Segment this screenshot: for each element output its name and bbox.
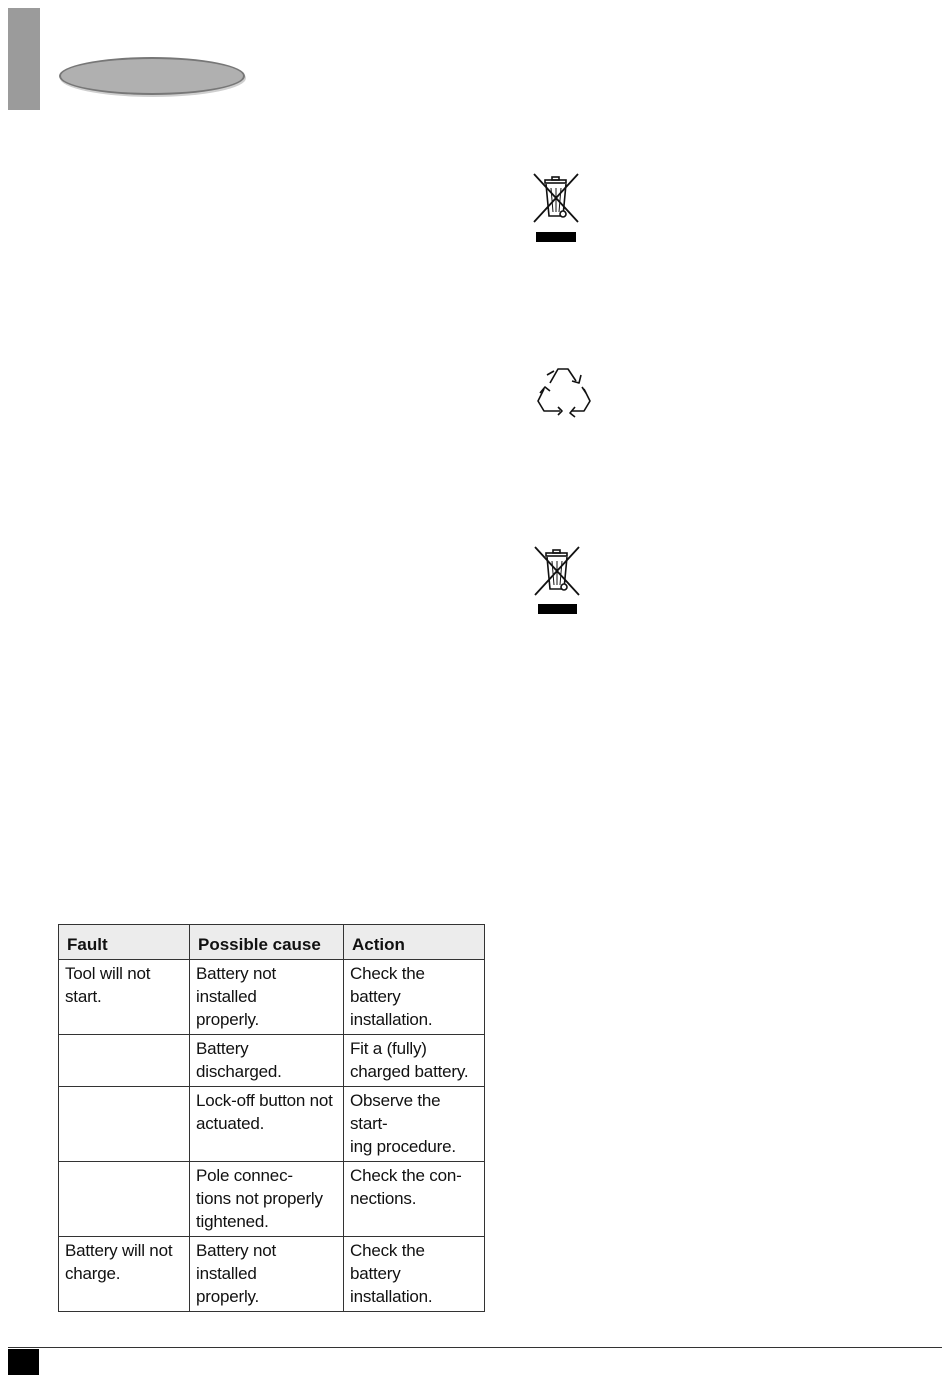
troubleshooting-table (58, 924, 485, 1312)
action-cell: Fit a (fully) charged battery. (344, 1035, 485, 1087)
cause-column-header: Possible cause (190, 925, 344, 960)
action-column-header: Action (344, 925, 485, 960)
action-cell: Observe the start- ing procedure. (344, 1087, 485, 1162)
cause-cell: Battery discharged. (190, 1035, 344, 1087)
fault-column-header: Fault (59, 925, 190, 960)
action-cell: Check the battery installation. (344, 1237, 485, 1312)
crossed-out-wheelie-bin-icon (531, 172, 581, 244)
action-cell: Check the con- nections. (344, 1162, 485, 1237)
action-cell: Check the battery installation. (344, 960, 485, 1035)
table-row (59, 1035, 485, 1087)
cause-cell: Lock-off button not actuated. (190, 1087, 344, 1162)
fault-cell (59, 1087, 190, 1162)
table-header-row (59, 925, 485, 960)
crossed-out-wheelie-bin-icon (532, 545, 582, 617)
page-number-box (8, 1349, 39, 1375)
language-side-tab (8, 8, 40, 110)
fault-cell (59, 1035, 190, 1087)
footer-rule (8, 1347, 942, 1348)
table-row (59, 1237, 485, 1312)
table-row (59, 960, 485, 1035)
recycle-icon (532, 361, 592, 419)
fault-cell: Battery will not charge. (59, 1237, 190, 1312)
section-header-oval (59, 57, 245, 95)
cause-cell: Pole connec- tions not properly tightened. (190, 1162, 344, 1237)
fault-cell: Tool will not start. (59, 960, 190, 1035)
cause-cell: Battery not installed properly. (190, 1237, 344, 1312)
fault-cell (59, 1162, 190, 1237)
table-row (59, 1162, 485, 1237)
table-row (59, 1087, 485, 1162)
cause-cell: Battery not installed properly. (190, 960, 344, 1035)
